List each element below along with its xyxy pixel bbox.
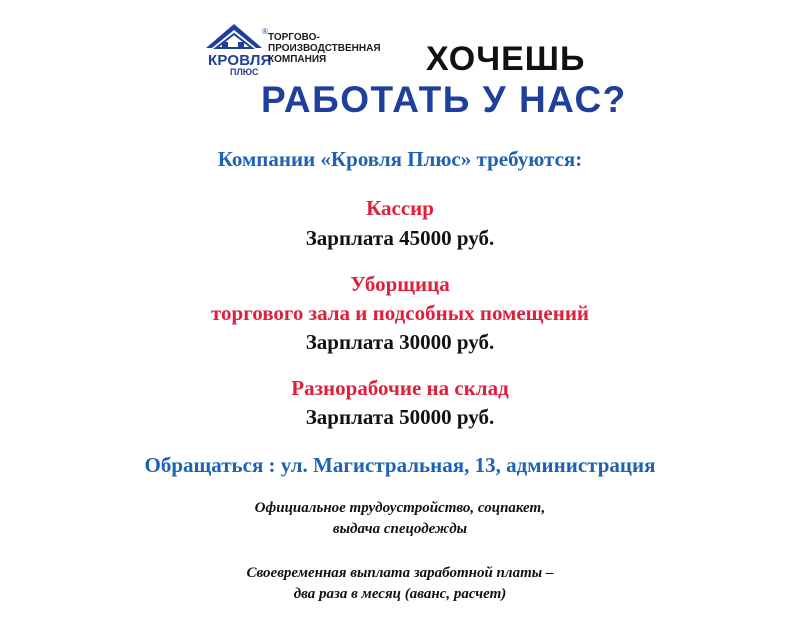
contact-address: Обращаться : ул. Магистральная, 13, администрация: [144, 453, 656, 477]
logo-line: КОМПАНИЯ: [268, 54, 327, 65]
vacancy-title: Уборщица: [350, 272, 450, 296]
hero-heading-line1: ХОЧЕШЬ: [426, 40, 586, 78]
logo-line: ПРОИЗВОДСТВЕННАЯ: [268, 43, 381, 54]
registered-mark: ®: [262, 27, 268, 36]
benefit-line: Официальное трудоустройство, соцпакет,: [254, 500, 546, 516]
vacancy-salary: Зарплата 45000 руб.: [305, 226, 495, 250]
hero-heading-line2: РАБОТАТЬ У НАС?: [261, 79, 627, 120]
vacancy-title-detail: торгового зала и подсобных помещений: [210, 301, 590, 325]
intro-text: Компании «Кровля Плюс» требуются:: [217, 147, 583, 171]
benefit-line: два раза в месяц (аванс, расчет): [293, 586, 507, 602]
vacancy-title: Кассир: [366, 196, 434, 220]
logo-company-type: [268, 32, 381, 65]
benefit-line: выдача спецодежды: [332, 521, 468, 537]
vacancy-salary: Зарплата 30000 руб.: [305, 330, 495, 354]
benefit-line: Своевременная выплата заработной платы –: [246, 565, 554, 581]
vacancy-salary: Зарплата 50000 руб.: [305, 405, 495, 429]
company-logo: [204, 22, 394, 78]
logo-sub-text: ПЛЮС: [230, 67, 259, 77]
logo-brand-text: КРОВЛЯ: [208, 52, 272, 69]
vacancy-title: Разнорабочие на склад: [291, 376, 509, 400]
logo-line: ТОРГОВО-: [268, 32, 320, 43]
